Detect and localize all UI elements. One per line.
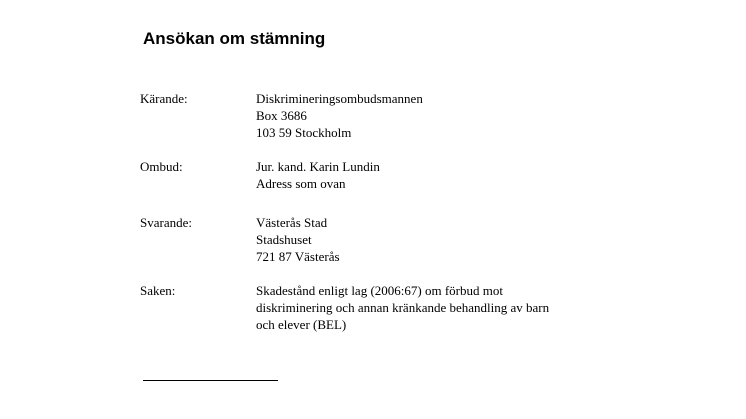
party-address-line: Stadshuset [256, 232, 312, 247]
party-name: Jur. kand. Karin Lundin [256, 159, 380, 174]
document-title: Ansökan om stämning [143, 29, 326, 48]
party-details [256, 90, 616, 141]
matter-line: och elever (BEL) [256, 317, 347, 332]
party-label: Ombud: [140, 159, 183, 174]
party-postal-line: 103 59 Stockholm [256, 125, 352, 140]
party-details [256, 214, 616, 265]
party-name: Diskrimineringsombudsmannen [256, 91, 423, 106]
party-postal-line: 721 87 Västerås [256, 249, 340, 264]
matter-line: diskriminering och annan kränkande behandling av barn [256, 300, 550, 315]
party-label: Saken: [140, 283, 176, 298]
party-address-line: Adress som ovan [256, 176, 346, 191]
party-name: Västerås Stad [256, 215, 328, 230]
party-details [256, 158, 616, 192]
signature-rule [143, 380, 278, 381]
party-label: Kärande: [140, 91, 188, 106]
party-label: Svarande: [140, 215, 192, 230]
matter-description [256, 282, 616, 333]
party-address-line: Box 3686 [256, 108, 307, 123]
matter-line: Skadestånd enligt lag (2006:67) om förbud mot [256, 283, 503, 298]
